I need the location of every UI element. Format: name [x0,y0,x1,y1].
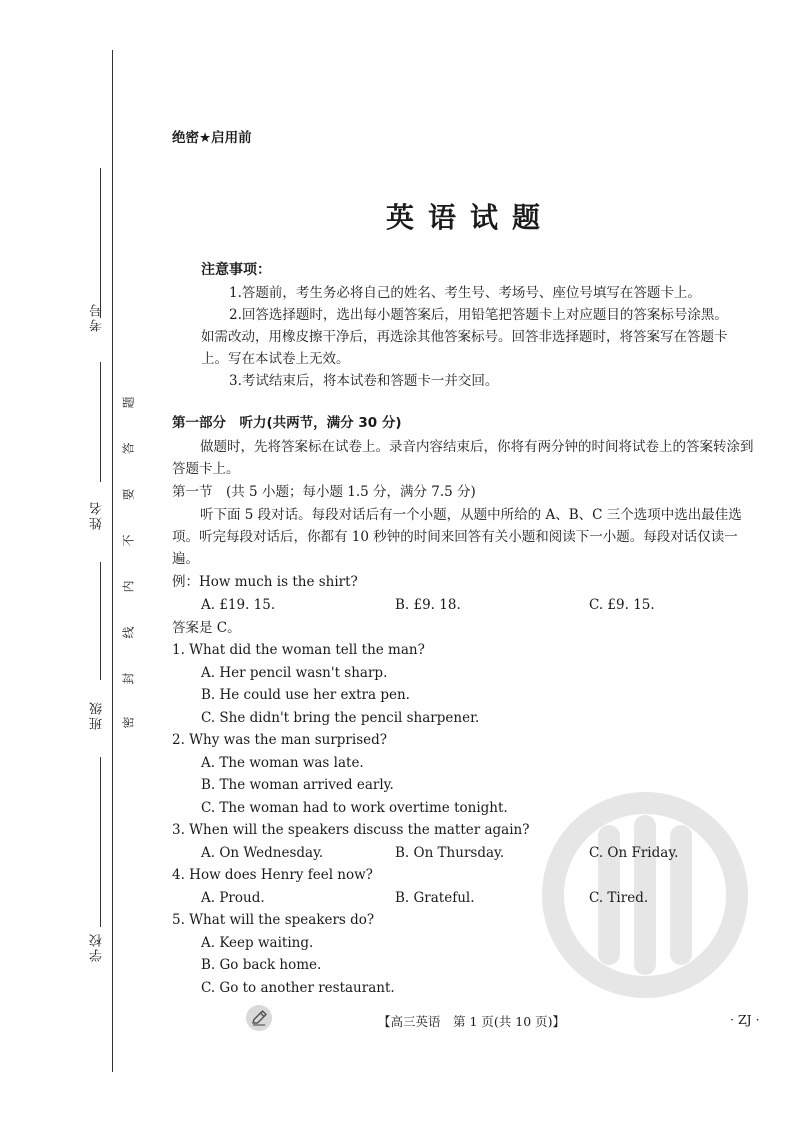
question-5-option-c: C. Go to another restaurant. [201,980,395,996]
question-1-option-b: B. He could use her extra pen. [201,687,410,703]
notes-item-1: 1.答题前，考生务必将自己的姓名、考生号、考场号、座位号填写在答题卡上。 [229,285,701,301]
notes-item-3: 3.考试结束后，将本试卷和答题卡一并交回。 [229,373,499,389]
seal-char: 题 [121,396,136,409]
question-5: 5. What will the speakers do? [172,912,375,928]
question-2-option-c: C. The woman had to work overtime tonight. [201,800,508,816]
name-line [100,362,101,482]
exam-no-line [100,168,101,318]
part1-heading: 第一部分 听力(共两节，满分 30 分) [172,415,402,431]
question-1-option-c: C. She didn't bring the pencil sharpener. [201,710,480,726]
example-option: C. £9. 15. [589,597,655,613]
question-1: 1. What did the woman tell the man? [172,642,425,658]
page-title: 英语试题 [385,201,554,234]
question-2-option-b: B. The woman arrived early. [201,777,394,793]
question-4: 4. How does Henry feel now? [172,867,373,883]
seal-char: 密 [121,716,136,729]
class-label: 班级 [90,700,105,730]
page-info: 【高三英语 第 1 页(共 10 页)】 [378,1014,566,1029]
question-3-option-c: C. On Friday. [589,845,679,861]
name-label: 姓名 [90,500,105,530]
seal-char: 封 [121,672,136,685]
example-question: 例：How much is the shirt? [172,574,358,590]
example-answer: 答案是 C。 [172,620,241,636]
question-5-option-a: A. Keep waiting. [201,935,314,951]
seal-char: 内 [121,580,136,593]
example-option: A. £19. 15. [201,597,276,613]
seal-char: 不 [121,534,136,547]
pencil-icon [245,1004,273,1032]
seal-char: 答 [121,442,136,455]
school-line [100,757,101,927]
question-4-option-a: A. Proud. [201,890,265,906]
seal-char: 线 [121,626,136,639]
question-4-option-c: C. Tired. [589,890,649,906]
paper-code: · ZJ · [730,1012,760,1027]
example-option: B. £9. 18. [395,597,461,613]
question-4-option-b: B. Grateful. [395,890,475,906]
question-2: 2. Why was the man surprised? [172,732,388,748]
part1-instructions: 做题时，先将答案标在试卷上。录音内容结束后，你将有两分钟的时间将试卷上的答案转涂到答题卡上。 [172,439,754,477]
question-1-option-a: A. Her pencil wasn't sharp. [201,665,388,681]
class-line [100,562,101,680]
question-5-option-b: B. Go back home. [201,957,322,973]
question-3: 3. When will the speakers discuss the matter again? [172,822,530,838]
binding-line [112,50,113,1072]
question-2-option-a: A. The woman was late. [201,755,364,771]
notes-item-2: 2.回答选择题时，选出每小题答案后，用铅笔把答题卡上对应题目的答案标号涂黑。如需改动，用橡皮擦干净后，再选涂其他答案标号。回答非选择题时，将答案写在答题卡上。写在本试卷上无效。 [201,307,728,367]
secret-label: 绝密★启用前 [172,130,252,146]
section1-heading: 第一节 (共 5 小题；每小题 1.5 分，满分 7.5 分) [172,484,476,500]
seal-char: 要 [121,488,136,501]
question-3-option-b: B. On Thursday. [395,845,505,861]
notes-heading: 注意事项： [201,262,271,278]
section1-instructions: 听下面 5 段对话。每段对话后有一个小题，从题中所给的 A、B、C 三个选项中选出最佳选项。听完每段对话后，你都有 10 秒钟的时间来回答有关小题和阅读下一小题。每段对话仅读一遍。 [172,507,742,567]
question-3-option-a: A. On Wednesday. [201,845,324,861]
school-label: 学校 [90,932,105,962]
exam-no-label: 考号 [90,302,105,332]
